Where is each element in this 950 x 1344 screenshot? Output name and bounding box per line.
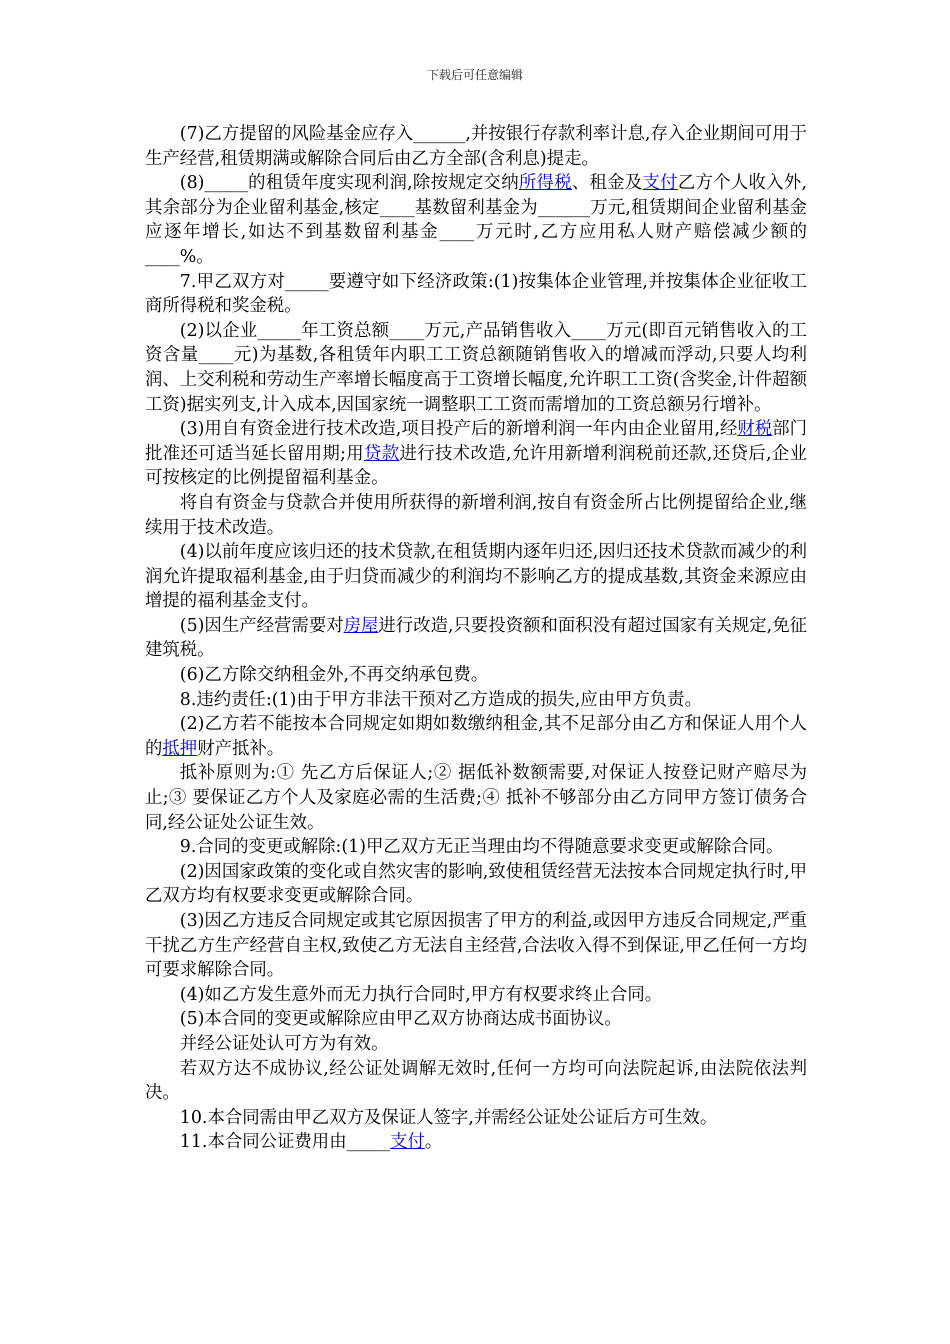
paragraph-text: (4)以前年度应该归还的技术贷款,在租赁期内逐年归还,因归还技术贷款而减少的利润允许提取福利基金,由于归贷而减少的利润均不影响乙方的提成基数,其资金来源应由增提的福利基金支付。 [145,542,807,612]
paragraph [145,614,807,663]
hyperlink[interactable]: 支付 [390,1132,425,1153]
paragraph [145,835,807,860]
paragraph-text: 财产抵补。 [197,738,285,759]
paragraph [145,1007,807,1032]
paragraph [145,909,807,983]
paragraph [145,712,807,761]
paragraph-text: 8.违约责任:(1)由于甲方非法干预对乙方造成的损失,应由甲方负责。 [179,689,702,710]
paragraph [145,1130,807,1155]
paragraph-text: 并经公证处认可方为有效。 [179,1033,389,1054]
paragraph [145,122,807,171]
paragraph-text: (8)_____的租赁年度实现利润,除按规定交纳 [179,173,519,194]
paragraph-text: 9.合同的变更或解除:(1)甲乙双方无正当理由均不得随意要求变更或解除合同。 [179,837,784,858]
paragraph-text: (5)本合同的变更或解除应由甲乙双方协商达成书面协议。 [179,1009,622,1030]
paragraph-text: 11.本合同公证费用由_____ [179,1132,391,1153]
paragraph-text: 部门批准还可适当延长留用期;用 [145,419,807,464]
paragraph [145,1032,807,1057]
paragraph-text: 7.甲乙双方对_____要遵守如下经济政策:(1)按集体企业管理,并按集体企业征收工商所得税和奖金税。 [145,271,807,317]
paragraph-text: 抵补原则为:① 先乙方后保证人;② 据低补数额需要,对保证人按登记财产赔尽为止;③ 要保证乙方个人及家庭必需的生活费;④ 抵补不够部分由乙方同甲方签订债务合同,经公证处公证生效。 [145,763,807,833]
paragraph [145,171,807,269]
paragraph-text: 进行改造,只要投资额和面积没有超过国家有关规定,免征建筑税。 [145,615,807,661]
paragraph [145,540,807,614]
hyperlink[interactable]: 财税 [737,419,773,440]
paragraph [145,1106,807,1131]
hyperlink[interactable]: 支付 [642,173,678,194]
paragraph-text: 若双方达不成协议,经公证处调解无效时,任何一方均可向法院起诉,由法院依法判决。 [145,1058,807,1104]
paragraph-text: 10.本合同需由甲乙双方及保证人签字,并需经公证处公证后方可生效。 [179,1107,718,1128]
paragraph [145,319,807,417]
hyperlink[interactable]: 所得税 [518,173,572,194]
paragraph-text: (2)以企业_____年工资总额____万元,产品销售收入____万元(即百元销售收入的工资含量____元)为基数,各租赁年内职工工资总额随销售收入的增减而浮动,只要人均利润、上交利税和劳动生产率增长幅度高于工资增长幅度,允许职工工资(含奖金,计件超额工资)据实列支,计入成本,因国家统一调整职工工资而需增加的工资总额另行增补。 [145,320,807,415]
paragraph [145,491,807,540]
hyperlink[interactable]: 房屋 [343,615,379,636]
paragraph [145,1057,807,1106]
page-header: 下载后可任意编辑 [426,68,523,82]
hyperlink[interactable]: 贷款 [364,443,400,464]
paragraph-text: 进行技术改造,允许用新增利润税前还款,还贷后,企业可按核定的比例提留福利基金。 [145,443,807,489]
paragraph [145,688,807,713]
document-body [145,122,807,1155]
paragraph-text: (2)因国家政策的变化或自然灾害的影响,致使租赁经营无法按本合同规定执行时,甲乙双方均有权要求变更或解除合同。 [145,861,807,907]
paragraph-text: 。 [424,1132,443,1153]
paragraph-text: (6)乙方除交纳租金外,不再交纳承包费。 [179,665,489,686]
hyperlink[interactable]: 抵押 [162,738,198,759]
paragraph-text: (2)乙方若不能按本合同规定如期如数缴纳租金,其不足部分由乙方和保证人用个人的 [145,714,807,759]
paragraph [145,417,807,491]
paragraph [145,270,807,319]
paragraph-text: 乙方个人收入外,其余部分为企业留利基金,核定____基数留利基金为______万元,租赁期间企业留利基金应逐年增长,如达不到基数留利基金____万元时,乙方应用私人财产赔偿减少额的____%。 [145,173,807,267]
paragraph-text: (3)因乙方违反合同规定或其它原因损害了甲方的利益,或因甲方违反合同规定,严重干扰乙方生产经营自主权,致使乙方无法自主经营,合法收入得不到保证,甲乙任何一方均可要求解除合同。 [145,911,807,981]
paragraph [145,983,807,1008]
paragraph [145,860,807,909]
paragraph-text: (3)用自有资金进行技术改造,项目投产后的新增利润一年内由企业留用,经 [179,419,738,440]
paragraph-text: (7)乙方提留的风险基金应存入______,并按银行存款利率计息,存入企业期间可用于生产经营,租赁期满或解除合同后由乙方全部(含利息)提走。 [145,124,807,169]
paragraph [145,663,807,688]
paragraph-text: (4)如乙方发生意外而无力执行合同时,甲方有权要求终止合同。 [179,984,663,1005]
paragraph-text: 、租金及 [571,173,643,194]
paragraph-text: (5)因生产经营需要对 [179,615,344,636]
paragraph [145,761,807,835]
paragraph-text: 将自有资金与贷款合并使用所获得的新增利润,按自有资金所占比例提留给企业,继续用于技术改造。 [145,492,807,538]
